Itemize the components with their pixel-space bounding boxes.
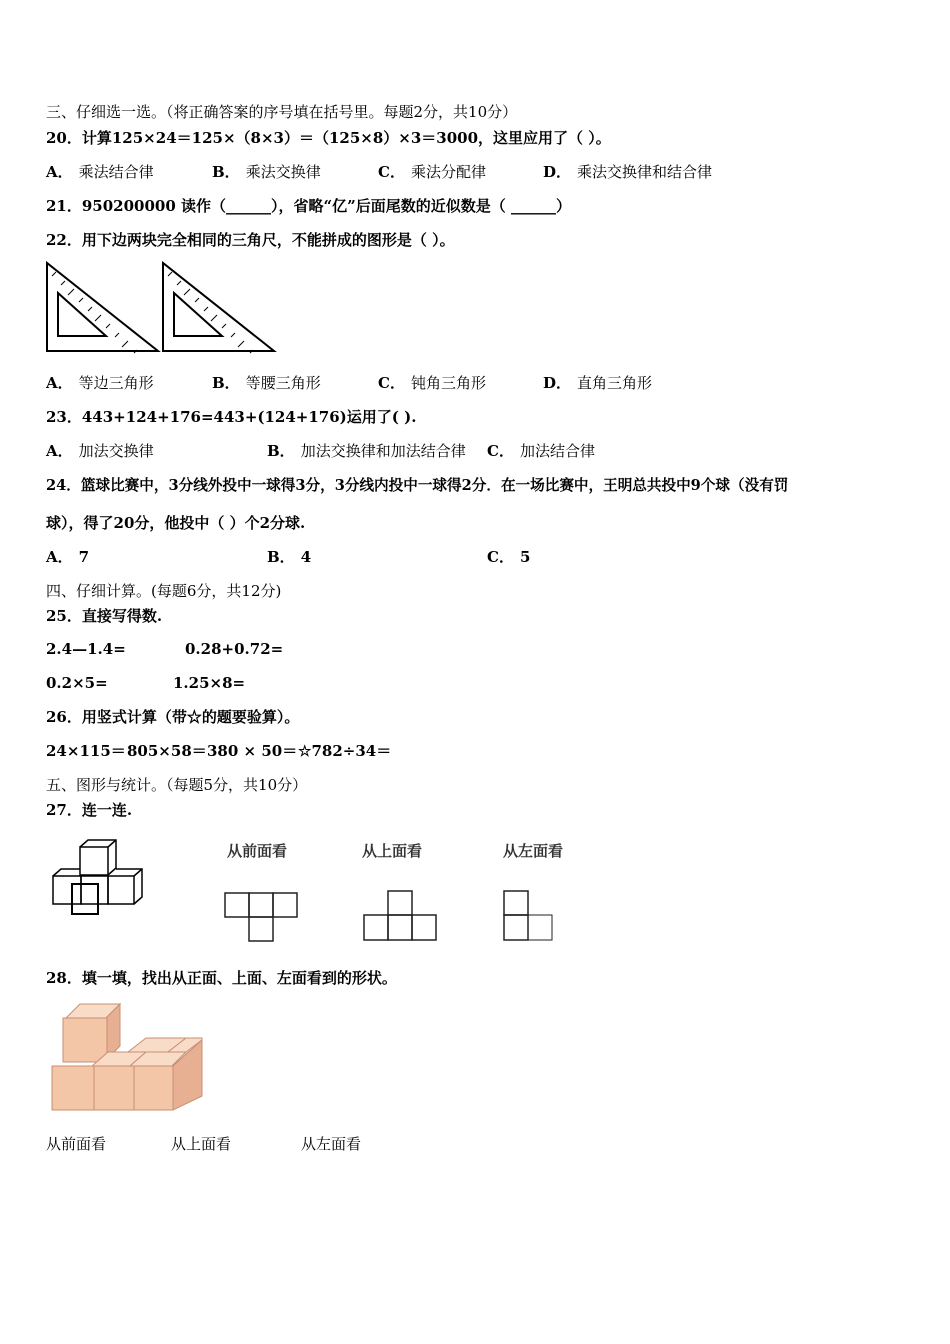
q27-view-label-front: 从前面看 (227, 842, 288, 860)
set-squares-figure (46, 262, 278, 354)
option-text: 乘法分配律 (410, 163, 486, 181)
q22-option-d[interactable] (543, 373, 652, 393)
option-label: C． (487, 442, 514, 460)
q23-option-b[interactable] (267, 441, 466, 461)
q26-stem: 26．用竖式计算（带☆的题要验算）。 (46, 708, 300, 726)
q25-stem: 25．直接写得数. (46, 607, 163, 625)
q23-stem: 23．443+124+176=443+(124+176)运用了( ). (46, 408, 417, 426)
q24-stem-line-1: 24．篮球比赛中，3分线外投中一球得3分，3分线内投中一球得2分．在一场比赛中，王明总共投中9个球（没有罚 (46, 477, 789, 494)
option-text: 乘法交换律 (245, 163, 321, 181)
option-label: A． (46, 374, 73, 392)
option-label: B． (212, 374, 240, 392)
section-4-heading: 四、仔细计算。(每题6分，共12分) (46, 582, 282, 600)
q27-view-label-top: 从上面看 (362, 842, 423, 860)
set-square-1 (47, 263, 158, 353)
q26-item-1: 24×115＝ (46, 742, 126, 760)
q26-item-3: 380 × 50＝ (207, 742, 298, 760)
option-text: 直角三角形 (577, 374, 653, 392)
option-label: A． (46, 548, 73, 566)
q23-option-c[interactable] (487, 441, 595, 461)
q20-option-b[interactable] (212, 162, 321, 182)
q26-item-4: ☆782÷34＝ (298, 742, 392, 760)
option-label: B． (267, 548, 295, 566)
option-label: B． (267, 442, 295, 460)
q27-view-label-left: 从左面看 (503, 842, 564, 860)
q24-option-a[interactable] (46, 547, 89, 567)
set-square-2 (163, 263, 274, 353)
q22-option-b[interactable] (212, 373, 321, 393)
option-text: 乘法交换律和结合律 (577, 163, 713, 181)
q27-view-shape-3 (503, 889, 555, 945)
option-label: D． (543, 374, 572, 392)
q27-stem: 27．连一连. (46, 801, 133, 819)
q22-option-c[interactable] (378, 373, 486, 393)
q20-option-d[interactable] (543, 162, 712, 182)
q20-option-a[interactable] (46, 162, 154, 182)
option-text: 加法交换律 (78, 442, 154, 460)
q28-view-label-left: 从左面看 (301, 1135, 362, 1153)
q22-option-a[interactable] (46, 373, 154, 393)
option-text: 7 (78, 548, 90, 566)
option-text: 乘法结合律 (78, 163, 154, 181)
q28-view-label-front: 从前面看 (46, 1135, 107, 1153)
q28-cube-stack (50, 1000, 205, 1112)
option-text: 5 (519, 548, 531, 566)
q22-stem: 22．用下边两块完全相同的三角尺，不能拼成的图形是（ ）。 (46, 231, 455, 249)
option-text: 钝角三角形 (410, 374, 486, 392)
q27-view-shape-2 (363, 889, 439, 945)
q24-option-b[interactable] (267, 547, 311, 567)
q26-item-2: 805×58＝ (127, 742, 207, 760)
option-label: D． (543, 163, 572, 181)
option-label: B． (212, 163, 240, 181)
section-5-heading: 五、图形与统计。（每题5分，共10分） (46, 776, 308, 794)
q28-view-label-top: 从上面看 (171, 1135, 232, 1153)
q23-option-a[interactable] (46, 441, 154, 461)
q20-stem: 20．计算125×24＝125×（8×3）＝（125×8）×3＝3000，这里应用了（ ）。 (46, 129, 611, 147)
q27-view-shape-1 (224, 890, 302, 944)
option-text: 加法结合律 (519, 442, 595, 460)
q20-option-c[interactable] (378, 162, 486, 182)
option-label: A． (46, 163, 73, 181)
option-text: 等边三角形 (78, 374, 154, 392)
q25-item-2: 0.28+0.72= (185, 640, 284, 658)
q24-option-c[interactable] (487, 547, 530, 567)
q27-cube-figure (50, 838, 150, 918)
q25-item-1: 2.4—1.4= (46, 640, 126, 658)
option-label: C． (378, 163, 405, 181)
q25-item-4: 1.25×8= (173, 674, 246, 692)
q25-item-3: 0.2×5= (46, 674, 108, 692)
option-label: A． (46, 442, 73, 460)
section-3-heading: 三、仔细选一选。（将正确答案的序号填在括号里。每题2分，共10分） (46, 103, 518, 121)
option-label: C． (378, 374, 405, 392)
option-text: 加法交换律和加法结合律 (300, 442, 466, 460)
option-label: C． (487, 548, 514, 566)
q21-stem: 21．950200000 读作（______），省略“亿”后面尾数的近似数是（ ______） (46, 197, 572, 215)
q28-stem: 28．填一填，找出从正面、上面、左面看到的形状。 (46, 969, 397, 987)
q24-stem-line-2: 球），得了20分，他投中（ ）个2分球. (46, 514, 306, 532)
option-text: 4 (300, 548, 312, 566)
option-text: 等腰三角形 (245, 374, 321, 392)
